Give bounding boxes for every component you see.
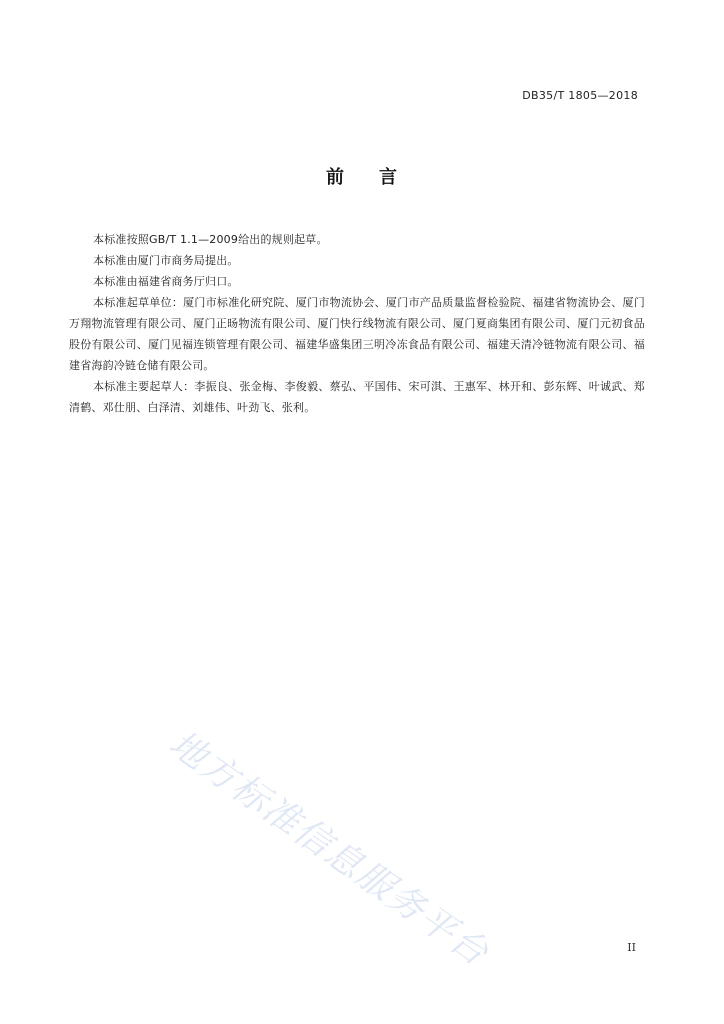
foreword-body xyxy=(69,229,645,418)
page-number: II xyxy=(627,941,636,954)
document-code: DB35/T 1805—2018 xyxy=(522,89,638,102)
watermark: 地方标准信息服务平台 xyxy=(161,723,497,975)
title-char-1: 前 xyxy=(326,167,345,188)
paragraph-proposer: 本标准由厦门市商务局提出。 xyxy=(93,254,239,267)
page-title xyxy=(0,163,724,189)
paragraph-drafting-rules: 本标准按照GB/T 1.1—2009给出的规则起草。 xyxy=(93,233,328,246)
paragraph-administrator: 本标准由福建省商务厅归口。 xyxy=(93,275,239,288)
paragraph-drafters: 本标准主要起草人：李振良、张金梅、李俊毅、蔡弘、平国伟、宋可淇、王惠军、林开和、彭东辉、叶诚武、郑清鹤、邓仕朋、白泽清、刘雄伟、叶劲飞、张利。 xyxy=(69,380,645,414)
title-char-2: 言 xyxy=(379,167,398,188)
paragraph-drafting-units: 本标准起草单位：厦门市标准化研究院、厦门市物流协会、厦门市产品质量监督检验院、福建省物流协会、厦门万翔物流管理有限公司、厦门正旸物流有限公司、厦门快行线物流有限公司、厦门夏商集团有限公司、厦门元初食品股份有限公司、厦门见福连锁管理有限公司、福建华盛集团三明冷冻食品有限公司、福建天清冷链物流有限公司、福建省海韵冷链仓储有限公司。 xyxy=(69,296,645,372)
